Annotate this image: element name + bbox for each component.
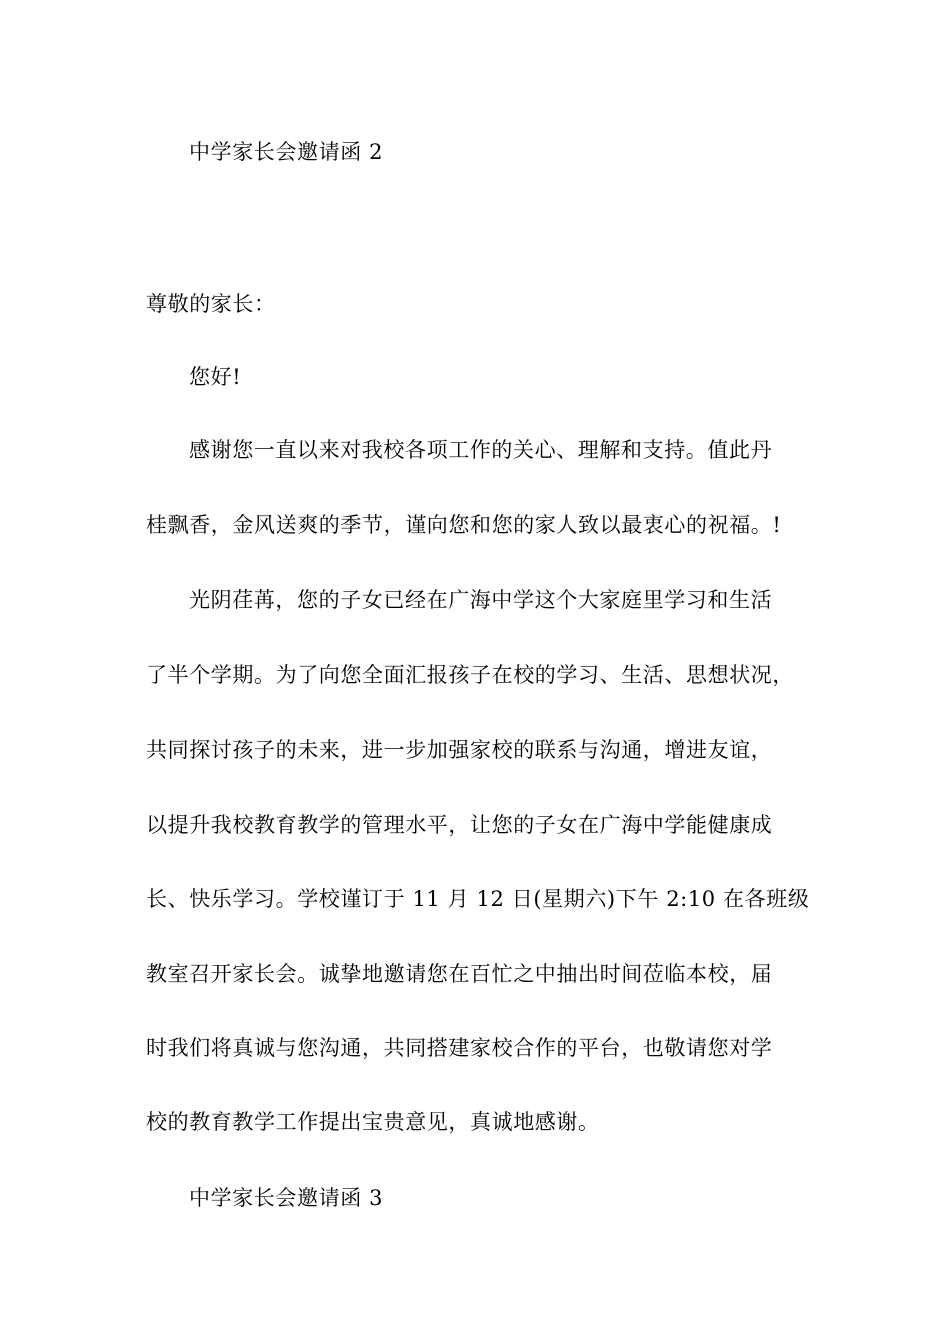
section-heading-2: 中学家长会邀请函 2	[189, 140, 384, 164]
section-heading-3: 中学家长会邀请函 3	[189, 1186, 384, 1210]
paragraph-2-line-2: 了半个学期。为了向您全面汇报孩子在校的学习、生活、思想状况，	[146, 663, 794, 687]
greeting: 您好!	[189, 365, 242, 389]
paragraph-2-line-6: 教室召开家长会。诚挚地邀请您在百忙之中抽出时间莅临本校，届	[146, 962, 773, 986]
paragraph-2-line-1: 光阴荏苒，您的子女已经在广海中学这个大家庭里学习和生活	[189, 588, 773, 612]
paragraph-1-line-1: 感谢您一直以来对我校各项工作的关心、理解和支持。值此丹	[189, 438, 773, 462]
paragraph-2-line-5: 长、快乐学习。学校谨订于 11 月 12 日(星期六)下午 2:10 在各班级	[146, 887, 810, 911]
paragraph-2-line-7: 时我们将真诚与您沟通，共同搭建家校合作的平台，也敬请您对学	[146, 1036, 773, 1060]
paragraph-2-line-8: 校的教育教学工作提出宝贵意见，真诚地感谢。	[146, 1110, 600, 1134]
salutation: 尊敬的家长：	[146, 292, 276, 316]
paragraph-2-line-4: 以提升我校教育教学的管理水平，让您的子女在广海中学能健康成	[146, 813, 773, 837]
paragraph-1-line-2: 桂飘香，金风送爽的季节，谨向您和您的家人致以最衷心的祝福。!	[146, 513, 782, 537]
paragraph-2-line-3: 共同探讨孩子的未来，进一步加强家校的联系与沟通，增进友谊，	[146, 738, 773, 762]
